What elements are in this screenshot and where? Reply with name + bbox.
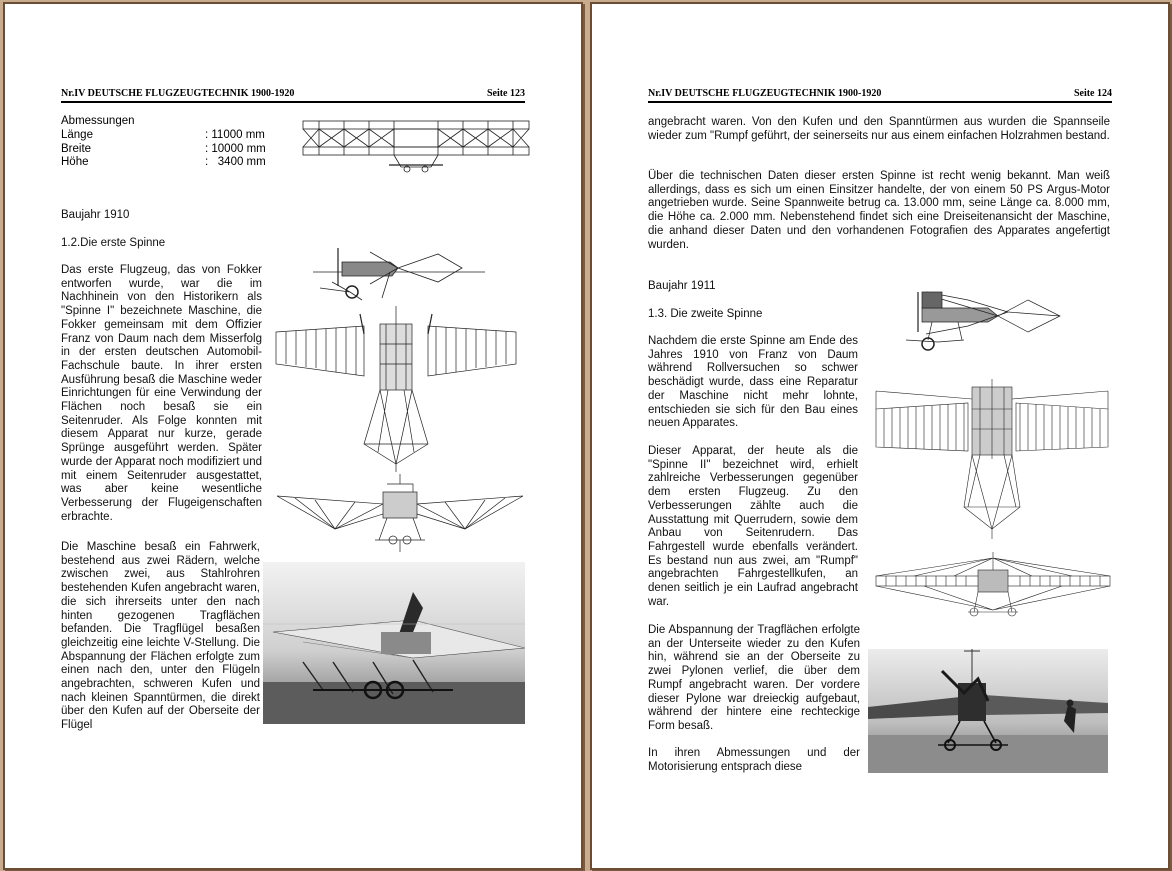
section-title: 1.2.Die erste Spinne	[61, 237, 166, 249]
spinne-2-photo	[868, 649, 1108, 773]
page-header	[61, 88, 525, 103]
spinne-1-side-view-drawing	[310, 242, 490, 302]
spinne-1-top-view-drawing	[268, 304, 524, 472]
section-title: 1.3. Die zweite Spinne	[648, 308, 763, 320]
dimension-row	[61, 129, 273, 143]
dimensions-title: Abmessungen	[61, 115, 135, 127]
page-124	[590, 2, 1170, 870]
page-123	[3, 2, 583, 870]
dimension-label: Länge	[61, 128, 93, 141]
body-paragraph: In ihren Abmessungen und der Motorisierung entsprach diese	[648, 747, 860, 773]
spinne-2-side-view-drawing	[898, 282, 1068, 358]
dimension-label: Breite	[61, 142, 92, 155]
spinne-1-front-view-drawing	[275, 474, 525, 552]
page-number: Seite 124	[1073, 88, 1112, 99]
biplane-front-view-drawing	[299, 115, 533, 177]
header-title: Nr.IV DEUTSCHE FLUGZEUGTECHNIK 1900-1920	[648, 88, 882, 99]
dimension-label: Höhe	[61, 156, 89, 169]
body-paragraph: Das erste Flugzeug, das von Fokker entworfen wurde, war die im Nachhinein von den Historikern als "Spinne I" bezeichnete Maschine, die Fokker gemeinsam mit dem Offizier Franz von Daum nach dem Misserfolg in der ersten deutschen Automobil-Fachschule baute. In ihrer ersten Ausführung besaß die Maschine weder Einrichtungen für eine Verwindung der Flächen noch besaß sie ein Seitenruder. Als Folge konnten mit diesem Apparat nur kurze, gerade Sprünge ausgeführt werden. Später wurde der Apparat noch modifiziert und mit einem Seitenruder ausgestattet, was aber keine wesentliche Verbesserung der Flugeigenschaften erbrachte.	[61, 264, 262, 523]
dimension-row	[61, 156, 273, 170]
body-paragraph: angebracht waren. Von den Kufen und den Spanntürmen aus wurden die Spannseile wieder zum "Rumpf geführt, der seinerseits nur aus einem einfachen Holzrahmen bestand.	[648, 116, 1110, 142]
dimension-row	[61, 143, 273, 157]
body-paragraph: Über die technischen Daten dieser ersten Spinne ist recht wenig bekannt. Man weiß allerdings, dass es sich um einen Einsitzer handelte, der von einem 50 PS Argus-Motor angetrieben wurde. Seine Spannweite betrug ca. 13.000 mm, seine Länge ca. 8.000 mm, die Höhe ca. 2.000 mm. Nebenstehend findet sich eine Dreiseitenansicht der Maschine, die anhand dieser Daten und den vorhandenen Fotografien des Apparates angefertigt wurden.	[648, 170, 1110, 251]
page-header	[648, 88, 1112, 103]
body-paragraph: Die Abspannung der Tragflächen erfolgte an der Unterseite wieder zu den Kufen hin, während sie an der Oberseite zu zwei Pylonen verlief, die über dem Rumpf angebracht waren. Der vordere dieser Pylone war dreieckig aufgebaut, während der hintere eine rechteckige Form besaß.	[648, 624, 860, 732]
dimension-value: : 3400 mm	[205, 156, 266, 169]
spinne-2-top-view-drawing	[872, 379, 1112, 539]
body-paragraph: Die Maschine besaß ein Fahrwerk, bestehend aus zwei Rädern, welche zwischen zwei, aus Stahlrohren bestehenden Kufen angebracht waren, die sich ihrerseits unter den nach hinten gezogenen Tragflächen befanden. Die Tragflügel besaßen gleichzeitig eine leichte V-Stellung. Die Abspannung der Flächen erfolgte zum einen nach den, unter den Flügeln angebrachten, schweren Kufen und nach kleinen Spanntürmen, die direkt über den Kufen auf der Oberseite der Flügel	[61, 541, 260, 732]
body-paragraph: Dieser Apparat, der heute als die "Spinne II" bezeichnet wird, erhielt zahlreiche Verbesserungen gegenüber dem ersten Flugzeug. Zu den Verbesserungen zählte auch die Ausstattung mit Querrudern, sowie dem Anbau von Seitenrudern. Das Fahrgestell wurde ebenfalls verändert. Es bestand nun aus zwei, am "Rumpf" angebrachten Fahrgestellkufen, an denen seitlich je ein Laufrad angebracht war.	[648, 445, 858, 608]
dimensions-table	[61, 115, 273, 170]
header-title: Nr.IV DEUTSCHE FLUGZEUGTECHNIK 1900-1920	[61, 88, 295, 99]
year-label: Baujahr 1911	[648, 280, 716, 292]
dimension-value: : 10000 mm	[205, 142, 266, 155]
body-paragraph: Nachdem die erste Spinne am Ende des Jahres 1910 von Franz von Daum während Rollversuchen so schwer beschädigt wurde, dass eine Reparatur der Maschine nicht mehr lohnte, entschieden sie sich für den Bau eines neuen Apparates.	[648, 335, 858, 430]
dimension-value: : 11000 mm	[205, 128, 265, 141]
page-number: Seite 123	[486, 88, 525, 99]
spinne-1-photo	[263, 562, 525, 724]
year-label: Baujahr 1910	[61, 209, 130, 221]
spinne-2-front-view-drawing	[874, 552, 1112, 624]
